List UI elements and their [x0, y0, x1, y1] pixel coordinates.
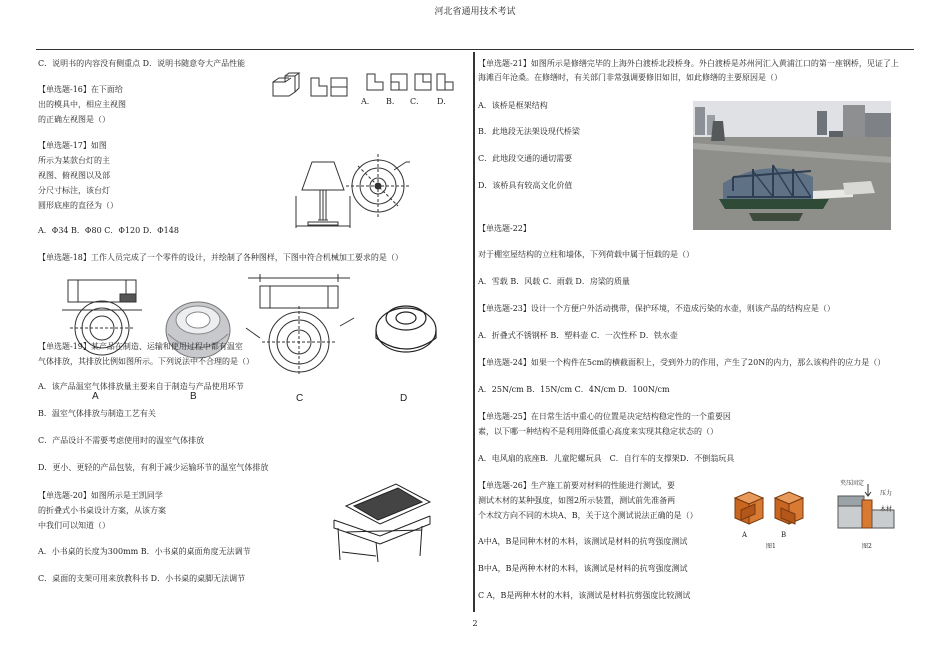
q16-option-d: D． [437, 97, 452, 106]
q24-options: A．25N/cm B．15N/cm C．4N/cm D．100N/cm [478, 385, 670, 394]
q21-option-c: C．此地段交通的通切需要 [478, 154, 573, 163]
q18-label-a: A [92, 391, 99, 402]
q24-question: 【单选题-24】如果一个构件在5cm的横截面积上，受到外力的作用，产生了20N的内力，那么该构件的应力是（） [478, 358, 886, 367]
q19-option-d: D．更小、更轻的产品包装，有利于减少运输环节的温室气体排放 [38, 463, 269, 472]
q19-line1: 【单选题-19】某产品在制造、运输和使用过程中都有温室 [38, 342, 243, 351]
q19-option-c: C．产品设计不需要考虑使用时的温室气体排放 [38, 436, 205, 445]
q25-line2: 素，以下哪一种结构不是利用降低重心高度来实现其稳定状态的（） [478, 427, 718, 436]
q26-option-b: B中A，B是两种木材的木料，该测试是材料的抗弯强度测试 [478, 564, 688, 573]
q22-line2: 对于棚室屋结构的立柱和墙体，下列荷载中属于恒载的是（） [478, 250, 694, 259]
page-number: 2 [472, 619, 478, 628]
q26-wood-label: 木材 [880, 506, 893, 513]
q19-option-a: A．该产品温室气体排放量主要来自于制造与产品使用环节 [38, 382, 244, 391]
q21-option-d: D．该桥具有较高文化价值 [478, 181, 573, 190]
q16-option-c: C． [410, 97, 425, 106]
q18-option-d-sketch [372, 290, 442, 356]
q20-options-cd: C．桌面的支架可用来放教科书 D．小书桌的桌脚无法调节 [38, 574, 246, 583]
q19-line2: 气体排放，其排放比例如图所示。下列说法中不合理的是（） [38, 357, 254, 366]
q16-line3: 的正确左视图是（） [38, 115, 110, 124]
q26-line3: 个木纹方向不同的木块A、B，关于这个测试说法正确的是（） [478, 511, 698, 520]
q26-line1: 【单选题-26】生产施工前要对材料的性能进行测试，要 [478, 481, 675, 490]
q16-line1: 【单选题-16】在下面给 [38, 85, 123, 94]
q18-label-c: C [296, 393, 304, 404]
q26-clamp-label: 夹压固定 [840, 480, 865, 487]
q16-option-a: A． [361, 97, 375, 106]
q18-question: 【单选题-18】工作人员完成了一个零件的设计，并绘制了各种图样，下图中符合机械加工要求的是（） [38, 253, 403, 262]
q26-option-c: C A，B是两种木材的木料，该测试是材料抗剪强度比较测试 [478, 591, 691, 600]
q18-label-d: D [400, 393, 408, 404]
q23-options: A．折叠式不锈钢杯 B．塑料壶 C．一次性杯 D．铁水壶 [478, 331, 678, 340]
q26-fig1-caption: 图1 [766, 543, 776, 550]
q17-line1: 【单选题-17】如图 [38, 141, 107, 150]
q20-options-ab: A．小书桌的长度为300mm B．小书桌的桌面角度无法调节 [38, 547, 251, 556]
q16-option-b: B． [386, 97, 400, 106]
column-divider [473, 52, 475, 612]
q20-line1: 【单选题-20】如图所示是王凯同学 [38, 491, 163, 500]
q17-lamp-figure [294, 150, 412, 230]
q25-options: A．电风扇的底座B．儿童陀螺玩具 C．自行车的支撑架D．不倒翁玩具 [478, 454, 735, 463]
q16-line2: 出的模具中，相应主视图 [38, 100, 126, 109]
q16-mold-figure [265, 68, 455, 110]
q15-options: C．说明书的内容没有侧重点 D．说明书随意夸大产品性能 [38, 59, 246, 68]
q26-line2: 测试木材的某种强度，如图2所示装置，测试前先准备两 [478, 496, 676, 505]
q22-options: A．雪载 B．风载 C．雨载 D．房梁的质量 [478, 277, 630, 286]
q22-line1: 【单选题-22】 [478, 224, 531, 233]
q17-line3: 视图、俯视图以及部 [38, 171, 110, 180]
q25-line1: 【单选题-25】在日常生活中重心的位置是决定结构稳定性的一个重要因 [478, 412, 731, 421]
q20-line3: 中我们可以知道（） [38, 521, 110, 530]
q26-option-a: A中A，B是同种木材的木料，该测试是材料的抗弯强度测试 [478, 537, 688, 546]
q20-folding-desk-sketch [326, 476, 438, 564]
bridge-photo [693, 101, 891, 230]
q17-line4: 分尺寸标注，该台灯 [38, 186, 110, 195]
q17-options: A．Φ34 B．Φ80 C．Φ120 D．Φ148 [38, 226, 179, 235]
q17-line2: 所示为某款台灯的主 [38, 156, 110, 165]
page-header: 河北省通用技术考试 [434, 7, 516, 17]
q20-line2: 的折叠式小书桌设计方案，从该方案 [38, 506, 166, 515]
q26-block-a-label: A [742, 531, 748, 539]
q21-option-b: B．此地段无法架设现代桥梁 [478, 127, 580, 136]
q18-label-b: B [190, 391, 197, 402]
q21-line2: 海滩百年沧桑。在修缮时，有关部门非常强调要修旧如旧，如此修缮的主要原因是（） [478, 73, 782, 82]
q21-line1: 【单选题-21】如图所示是修缮完毕的上海外白渡桥北段桥身。外白渡桥是苏州河汇入黄浦江口的第一座钢桥，见证了上 [478, 59, 899, 68]
q23-question: 【单选题-23】设计一个方便户外活动携带，保护环境，不造成污染的水壶，则该产品的结构应是（） [478, 304, 835, 313]
q26-force-label: 压力 [880, 490, 893, 497]
q21-option-a: A．该桥是框架结构 [478, 101, 548, 110]
q26-block-b-label: B [781, 531, 787, 539]
q18-option-c-drawing [240, 266, 360, 376]
q17-line5: 圆形底座的直径为（） [38, 201, 118, 210]
header-rule [36, 49, 914, 50]
q19-option-b: B．温室气体排放与制造工艺有关 [38, 409, 156, 418]
q26-fig2-caption: 图2 [862, 543, 872, 550]
